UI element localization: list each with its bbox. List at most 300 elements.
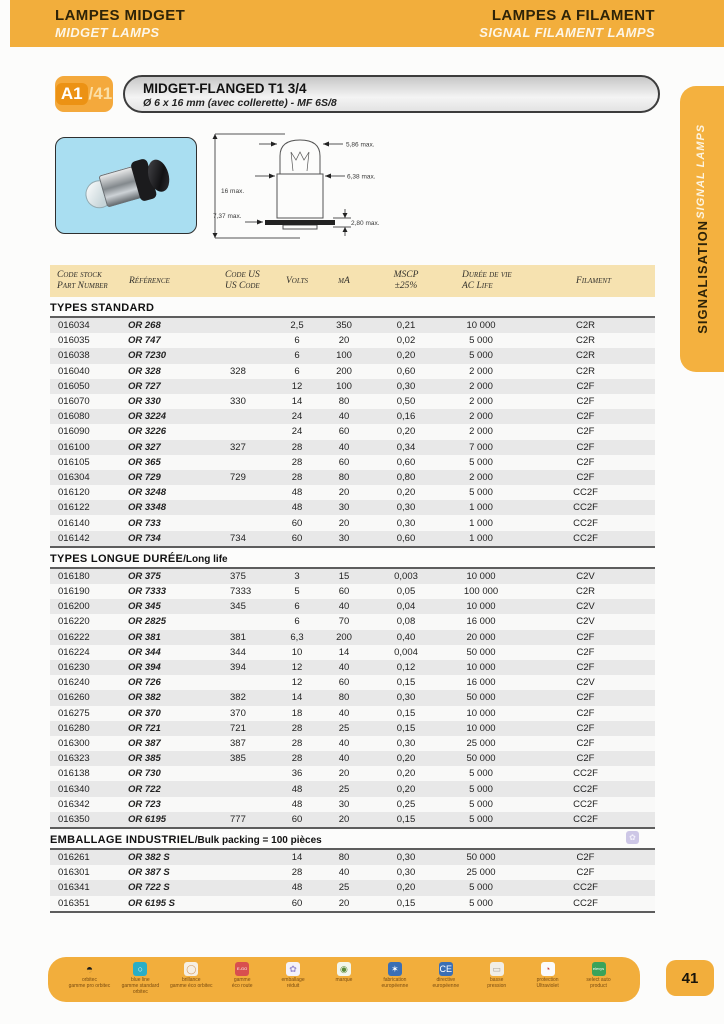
- cell-mscp: 0,12: [396, 662, 416, 674]
- cell-code_us: 375: [230, 570, 246, 582]
- cell-filament: CC2F: [573, 882, 598, 894]
- table-row: [50, 500, 655, 515]
- cell-reference: OR 726: [128, 677, 161, 689]
- cell-reference: OR 733: [128, 517, 161, 529]
- table-row: [50, 896, 655, 911]
- pro-range-icon: ◓: [85, 962, 94, 976]
- cell-reference: OR 730: [128, 768, 161, 780]
- low-pressure-icon: ▭: [490, 962, 504, 976]
- cell-volts: 12: [291, 662, 303, 674]
- cell-reference: OR 7230: [128, 350, 167, 362]
- cell-mscp: 0,30: [396, 852, 416, 864]
- cell-code_stock: 016304: [58, 471, 90, 483]
- cell-ma: 80: [338, 692, 350, 704]
- cell-mscp: 0,20: [396, 768, 416, 780]
- section-heading: EMBALLAGE INDUSTRIEL/Bulk packing = 100 pièces ✿: [50, 833, 655, 848]
- column-header-code_us: Code US US Code: [225, 270, 260, 291]
- cell-code_stock: 016190: [58, 586, 90, 598]
- cell-reference: OR 365: [128, 456, 161, 468]
- cell-code_us: 370: [230, 707, 246, 719]
- cell-volts: 5: [294, 586, 300, 598]
- cell-volts: 3: [294, 570, 300, 582]
- cell-duree: 50 000: [466, 692, 496, 704]
- cell-duree: 2 000: [469, 380, 493, 392]
- cell-mscp: 0,30: [396, 517, 416, 529]
- cell-ma: 200: [336, 631, 352, 643]
- legend-bar: [48, 957, 640, 1002]
- cell-duree: 50 000: [466, 753, 496, 765]
- table-row: [50, 424, 655, 439]
- cell-reference: OR 382 S: [128, 852, 170, 864]
- cell-reference: OR 6195: [128, 813, 167, 825]
- made-in-europe-icon: ✶: [388, 962, 402, 976]
- cell-ma: 25: [338, 882, 350, 894]
- cell-code_stock: 016122: [58, 502, 90, 514]
- table-row: [50, 690, 655, 705]
- page-title: LAMPES MIDGET: [55, 7, 186, 24]
- table-row: [50, 348, 655, 363]
- cell-mscp: 0,08: [396, 616, 416, 628]
- cell-ma: 20: [338, 335, 350, 347]
- cell-reference: OR 387: [128, 737, 161, 749]
- cell-volts: 12: [291, 380, 303, 392]
- cell-ma: 20: [338, 897, 350, 909]
- product-photo: [55, 137, 197, 234]
- column-header-reference: Référence: [129, 275, 170, 286]
- cell-code_stock: 016050: [58, 380, 90, 392]
- cell-code_stock: 016220: [58, 616, 90, 628]
- cell-reference: OR 7333: [128, 586, 167, 598]
- cell-duree: 1 000: [469, 532, 493, 544]
- legend-caption: pression: [487, 983, 507, 989]
- cell-reference: OR 327: [128, 441, 161, 453]
- cell-mscp: 0,004: [394, 646, 418, 658]
- cell-volts: 28: [291, 722, 303, 734]
- cell-code_us: 729: [230, 471, 246, 483]
- cell-reference: OR 268: [128, 320, 161, 332]
- cell-duree: 5 000: [469, 456, 493, 468]
- cell-mscp: 0,003: [394, 570, 418, 582]
- cell-mscp: 0,20: [396, 783, 416, 795]
- cell-filament: C2F: [576, 646, 595, 658]
- divider: [50, 546, 655, 548]
- cell-mscp: 0,40: [396, 631, 416, 643]
- dimension-drawing: [205, 130, 390, 242]
- cell-mscp: 0,30: [396, 692, 416, 704]
- cell-reference: OR 2825: [128, 616, 167, 628]
- cell-code_stock: 016261: [58, 852, 90, 864]
- cell-mscp: 0,15: [396, 677, 416, 689]
- cell-duree: 25 000: [466, 737, 496, 749]
- cell-code_stock: 016301: [58, 867, 90, 879]
- legend-caption: brillance: [181, 977, 201, 983]
- cell-code_us: 382: [230, 692, 246, 704]
- cell-ma: 20: [338, 517, 350, 529]
- column-header-filament: Filament: [576, 275, 611, 286]
- cell-volts: 2,5: [290, 320, 304, 332]
- cell-reference: OR 382: [128, 692, 161, 704]
- cell-filament: C2F: [576, 426, 595, 438]
- cell-reference: OR 344: [128, 646, 161, 658]
- cell-code_us: 328: [230, 365, 246, 377]
- cell-duree: 20 000: [466, 631, 496, 643]
- dim-flange-diameter: 7,37 max.: [213, 213, 242, 220]
- cell-volts: 24: [291, 426, 303, 438]
- ce-directive-icon: CE: [439, 964, 453, 974]
- cell-filament: C2V: [576, 570, 595, 582]
- cell-duree: 5 000: [469, 882, 493, 894]
- cell-code_us: 387: [230, 737, 246, 749]
- cell-filament: C2F: [576, 852, 595, 864]
- column-header-duree: Durée de vie AC Life: [462, 270, 512, 291]
- table-row: [50, 515, 655, 530]
- cell-duree: 5 000: [469, 813, 493, 825]
- cell-mscp: 0,25: [396, 798, 416, 810]
- table-row: [50, 880, 655, 895]
- cell-duree: 5 000: [469, 487, 493, 499]
- cell-mscp: 0,30: [396, 867, 416, 879]
- cell-mscp: 0,15: [396, 707, 416, 719]
- category-subtitle: SIGNAL FILAMENT LAMPS: [479, 25, 655, 40]
- cell-duree: 7 000: [469, 441, 493, 453]
- cell-volts: 28: [291, 737, 303, 749]
- legend-item: [166, 962, 217, 989]
- legend-item: [115, 962, 166, 995]
- cell-ma: 60: [338, 677, 350, 689]
- table-row: [50, 318, 655, 333]
- cell-code_stock: 016140: [58, 517, 90, 529]
- cell-ma: 40: [338, 662, 350, 674]
- cell-filament: C2F: [576, 737, 595, 749]
- cell-filament: C2R: [575, 365, 595, 377]
- table-row: [50, 751, 655, 766]
- cell-volts: 28: [291, 456, 303, 468]
- section-ref-badge: [55, 76, 113, 112]
- cell-reference: OR 6195 S: [128, 897, 175, 909]
- cell-filament: C2F: [576, 631, 595, 643]
- table-row: [50, 766, 655, 781]
- cell-ma: 70: [338, 616, 350, 628]
- cell-code_stock: 016034: [58, 320, 90, 332]
- cell-code_stock: 016323: [58, 753, 90, 765]
- cell-reference: OR 370: [128, 707, 161, 719]
- cell-ma: 80: [338, 396, 350, 408]
- cell-duree: 10 000: [466, 570, 496, 582]
- cell-volts: 6: [294, 335, 300, 347]
- cell-ma: 40: [338, 867, 350, 879]
- cell-mscp: 0,60: [396, 365, 416, 377]
- cell-ma: 20: [338, 768, 350, 780]
- cell-ma: 15: [338, 570, 350, 582]
- table-row: [50, 333, 655, 348]
- cell-duree: 5 000: [469, 350, 493, 362]
- cell-filament: C2F: [576, 722, 595, 734]
- cell-code_stock: 016038: [58, 350, 90, 362]
- cell-code_stock: 016350: [58, 813, 90, 825]
- cell-ma: 14: [338, 646, 350, 658]
- cell-volts: 14: [291, 852, 303, 864]
- cell-ma: 80: [338, 471, 350, 483]
- legend-caption: protection: [536, 977, 559, 983]
- legend-caption: gamme pro orbitec: [68, 983, 111, 989]
- cell-filament: C2F: [576, 456, 595, 468]
- cell-reference: OR 721: [128, 722, 161, 734]
- cell-filament: C2F: [576, 707, 595, 719]
- cell-code_us: 327: [230, 441, 246, 453]
- legend-caption: Ultraviolet: [536, 983, 559, 989]
- legend-item: [420, 962, 471, 989]
- legend-item: [369, 962, 420, 989]
- dim-flange-thickness: 2,80 max.: [351, 220, 380, 227]
- table-row: [50, 394, 655, 409]
- cell-mscp: 0,20: [396, 882, 416, 894]
- cell-mscp: 0,50: [396, 396, 416, 408]
- table-row: [50, 660, 655, 675]
- table-row: [50, 721, 655, 736]
- cell-duree: 2 000: [469, 365, 493, 377]
- cell-duree: 1 000: [469, 502, 493, 514]
- cell-ma: 40: [338, 601, 350, 613]
- cell-filament: CC2F: [573, 897, 598, 909]
- side-tab-subtitle: SIGNAL LAMPS: [694, 124, 707, 220]
- table-row: [50, 865, 655, 880]
- table-row: [50, 440, 655, 455]
- cell-filament: C2F: [576, 441, 595, 453]
- product-title-pill: [123, 75, 660, 113]
- cell-reference: OR 722 S: [128, 882, 170, 894]
- table-row: [50, 364, 655, 379]
- legend-caption: blue line: [131, 977, 150, 983]
- cell-code_stock: 016120: [58, 487, 90, 499]
- section-code: A1: [56, 83, 88, 105]
- cell-reference: OR 381: [128, 631, 161, 643]
- cell-reference: OR 330: [128, 396, 161, 408]
- cell-filament: CC2F: [573, 768, 598, 780]
- cell-code_stock: 016224: [58, 646, 90, 658]
- cell-volts: 14: [291, 396, 303, 408]
- cell-volts: 36: [291, 768, 303, 780]
- cell-reference: OR 387 S: [128, 867, 170, 879]
- legend-caption: basse: [490, 977, 504, 983]
- cell-reference: OR 375: [128, 570, 161, 582]
- cell-mscp: 0,04: [396, 601, 416, 613]
- side-tab-title: SIGNALISATION: [694, 220, 710, 334]
- table-row: [50, 485, 655, 500]
- cell-code_stock: 016342: [58, 798, 90, 810]
- cell-volts: 60: [291, 813, 303, 825]
- table-row: [50, 781, 655, 796]
- brillance-icon: ◯: [186, 964, 197, 974]
- column-header-volts: Volts: [285, 275, 308, 286]
- table-row: [50, 470, 655, 485]
- cell-duree: 2 000: [469, 396, 493, 408]
- divider: [50, 827, 655, 829]
- cell-volts: 28: [291, 867, 303, 879]
- cell-code_us: 394: [230, 662, 246, 674]
- cell-duree: 10 000: [466, 662, 496, 674]
- cell-volts: 28: [291, 441, 303, 453]
- cell-mscp: 0,30: [396, 737, 416, 749]
- cell-duree: 25 000: [466, 867, 496, 879]
- cell-code_stock: 016035: [58, 335, 90, 347]
- legend-caption: gamme éco orbitec: [170, 983, 213, 989]
- cell-filament: CC2F: [573, 487, 598, 499]
- divider: [50, 911, 655, 913]
- cell-code_stock: 016230: [58, 662, 90, 674]
- legend-caption: gamme standard orbitec: [121, 983, 160, 995]
- legend-item: [217, 962, 268, 989]
- blue-line-icon: ○: [133, 962, 147, 976]
- cell-code_stock: 016080: [58, 411, 90, 423]
- cell-filament: CC2F: [573, 532, 598, 544]
- cell-volts: 12: [291, 677, 303, 689]
- cell-filament: C2R: [575, 320, 595, 332]
- table-row: [50, 812, 655, 827]
- cell-filament: C2F: [576, 471, 595, 483]
- legend-caption: directive: [436, 977, 456, 983]
- cell-ma: 20: [338, 813, 350, 825]
- section-heading: TYPES STANDARD: [50, 302, 155, 314]
- cell-volts: 48: [291, 487, 303, 499]
- cell-mscp: 0,20: [396, 487, 416, 499]
- cell-code_stock: 016275: [58, 707, 90, 719]
- cell-filament: CC2F: [573, 502, 598, 514]
- cell-reference: OR 3226: [128, 426, 167, 438]
- cell-filament: C2F: [576, 662, 595, 674]
- cell-code_us: 344: [230, 646, 246, 658]
- cell-ma: 40: [338, 737, 350, 749]
- cell-volts: 6: [294, 601, 300, 613]
- cell-mscp: 0,20: [396, 753, 416, 765]
- legend-caption: éco route: [231, 983, 253, 989]
- cell-filament: C2R: [575, 335, 595, 347]
- product-title: MIDGET-FLANGED T1 3/4: [143, 81, 307, 96]
- cell-duree: 5 000: [469, 335, 493, 347]
- cell-duree: 50 000: [466, 646, 496, 658]
- cell-ma: 30: [338, 532, 350, 544]
- cell-filament: CC2F: [573, 783, 598, 795]
- cell-code_stock: 016090: [58, 426, 90, 438]
- dim-bulb-diameter: 5,86 max.: [346, 141, 375, 149]
- cell-filament: C2F: [576, 396, 595, 408]
- cell-ma: 25: [338, 722, 350, 734]
- cell-duree: 5 000: [469, 768, 493, 780]
- cell-ma: 40: [338, 753, 350, 765]
- cell-reference: OR 3224: [128, 411, 167, 423]
- cell-reference: OR 747: [128, 335, 161, 347]
- table-row: [50, 797, 655, 812]
- cell-filament: C2R: [575, 586, 595, 598]
- cell-reference: OR 385: [128, 753, 161, 765]
- legend-caption: européenne: [381, 983, 409, 989]
- cell-code_stock: 016105: [58, 456, 90, 468]
- cell-duree: 10 000: [466, 722, 496, 734]
- cell-filament: C2F: [576, 380, 595, 392]
- cell-filament: C2F: [576, 753, 595, 765]
- cell-code_stock: 016142: [58, 532, 90, 544]
- cell-ma: 30: [338, 502, 350, 514]
- cell-duree: 5 000: [469, 798, 493, 810]
- cell-ma: 30: [338, 798, 350, 810]
- cell-volts: 6: [294, 616, 300, 628]
- legend-caption: select auto: [586, 977, 611, 983]
- legend-item: [319, 962, 370, 983]
- table-row: [50, 645, 655, 660]
- cell-reference: OR 734: [128, 532, 161, 544]
- cell-ma: 80: [338, 852, 350, 864]
- cell-volts: 60: [291, 897, 303, 909]
- table-row: [50, 599, 655, 614]
- cell-filament: C2R: [575, 350, 595, 362]
- dim-seal-diameter: 6,38 max.: [347, 173, 376, 181]
- cell-filament: C2F: [576, 692, 595, 704]
- cell-code_us: 734: [230, 532, 246, 544]
- product-table: [50, 265, 655, 913]
- cell-ma: 60: [338, 586, 350, 598]
- legend-item: [471, 962, 522, 989]
- cell-code_us: 721: [230, 722, 246, 734]
- cell-reference: OR 723: [128, 798, 161, 810]
- table-row: [50, 736, 655, 751]
- cell-ma: 100: [336, 350, 352, 362]
- cell-code_stock: 016300: [58, 737, 90, 749]
- cell-code_stock: 016222: [58, 631, 90, 643]
- cell-ma: 40: [338, 441, 350, 453]
- cell-mscp: 0,15: [396, 897, 416, 909]
- table-row: [50, 675, 655, 690]
- cell-mscp: 0,20: [396, 426, 416, 438]
- column-header-mscp: MSCP ±25%: [393, 270, 419, 291]
- cell-volts: 28: [291, 753, 303, 765]
- cell-code_stock: 016280: [58, 722, 90, 734]
- column-header-ma: mA: [338, 275, 350, 286]
- legend-item: [522, 962, 573, 989]
- cell-ma: 60: [338, 456, 350, 468]
- cell-mscp: 0,16: [396, 411, 416, 423]
- cell-volts: 6: [294, 350, 300, 362]
- cell-ma: 25: [338, 783, 350, 795]
- cell-ma: 100: [336, 380, 352, 392]
- cell-duree: 1 000: [469, 517, 493, 529]
- legend-caption: product: [590, 983, 607, 989]
- cell-duree: 2 000: [469, 411, 493, 423]
- cell-duree: 16 000: [466, 677, 496, 689]
- cell-reference: OR 729: [128, 471, 161, 483]
- cell-filament: C2F: [576, 867, 595, 879]
- cell-volts: 6,3: [290, 631, 304, 643]
- legend-item: [64, 962, 115, 989]
- cell-volts: 28: [291, 471, 303, 483]
- cell-duree: 10 000: [466, 320, 496, 332]
- table-row: [50, 569, 655, 584]
- cell-filament: C2V: [576, 677, 595, 689]
- cell-code_stock: 016180: [58, 570, 90, 582]
- table-row: [50, 850, 655, 865]
- cell-ma: 200: [336, 365, 352, 377]
- legend-caption: réduit: [286, 983, 300, 989]
- cell-reference: OR 345: [128, 601, 161, 613]
- cell-volts: 24: [291, 411, 303, 423]
- table-row: [50, 630, 655, 645]
- cell-volts: 48: [291, 882, 303, 894]
- cell-volts: 60: [291, 532, 303, 544]
- cell-reference: OR 727: [128, 380, 161, 392]
- section-page-ref: /41: [88, 84, 113, 103]
- cell-mscp: 0,20: [396, 350, 416, 362]
- cell-mscp: 0,34: [396, 441, 416, 453]
- auto-product-icon: elevys: [592, 962, 606, 976]
- table-row: [50, 706, 655, 721]
